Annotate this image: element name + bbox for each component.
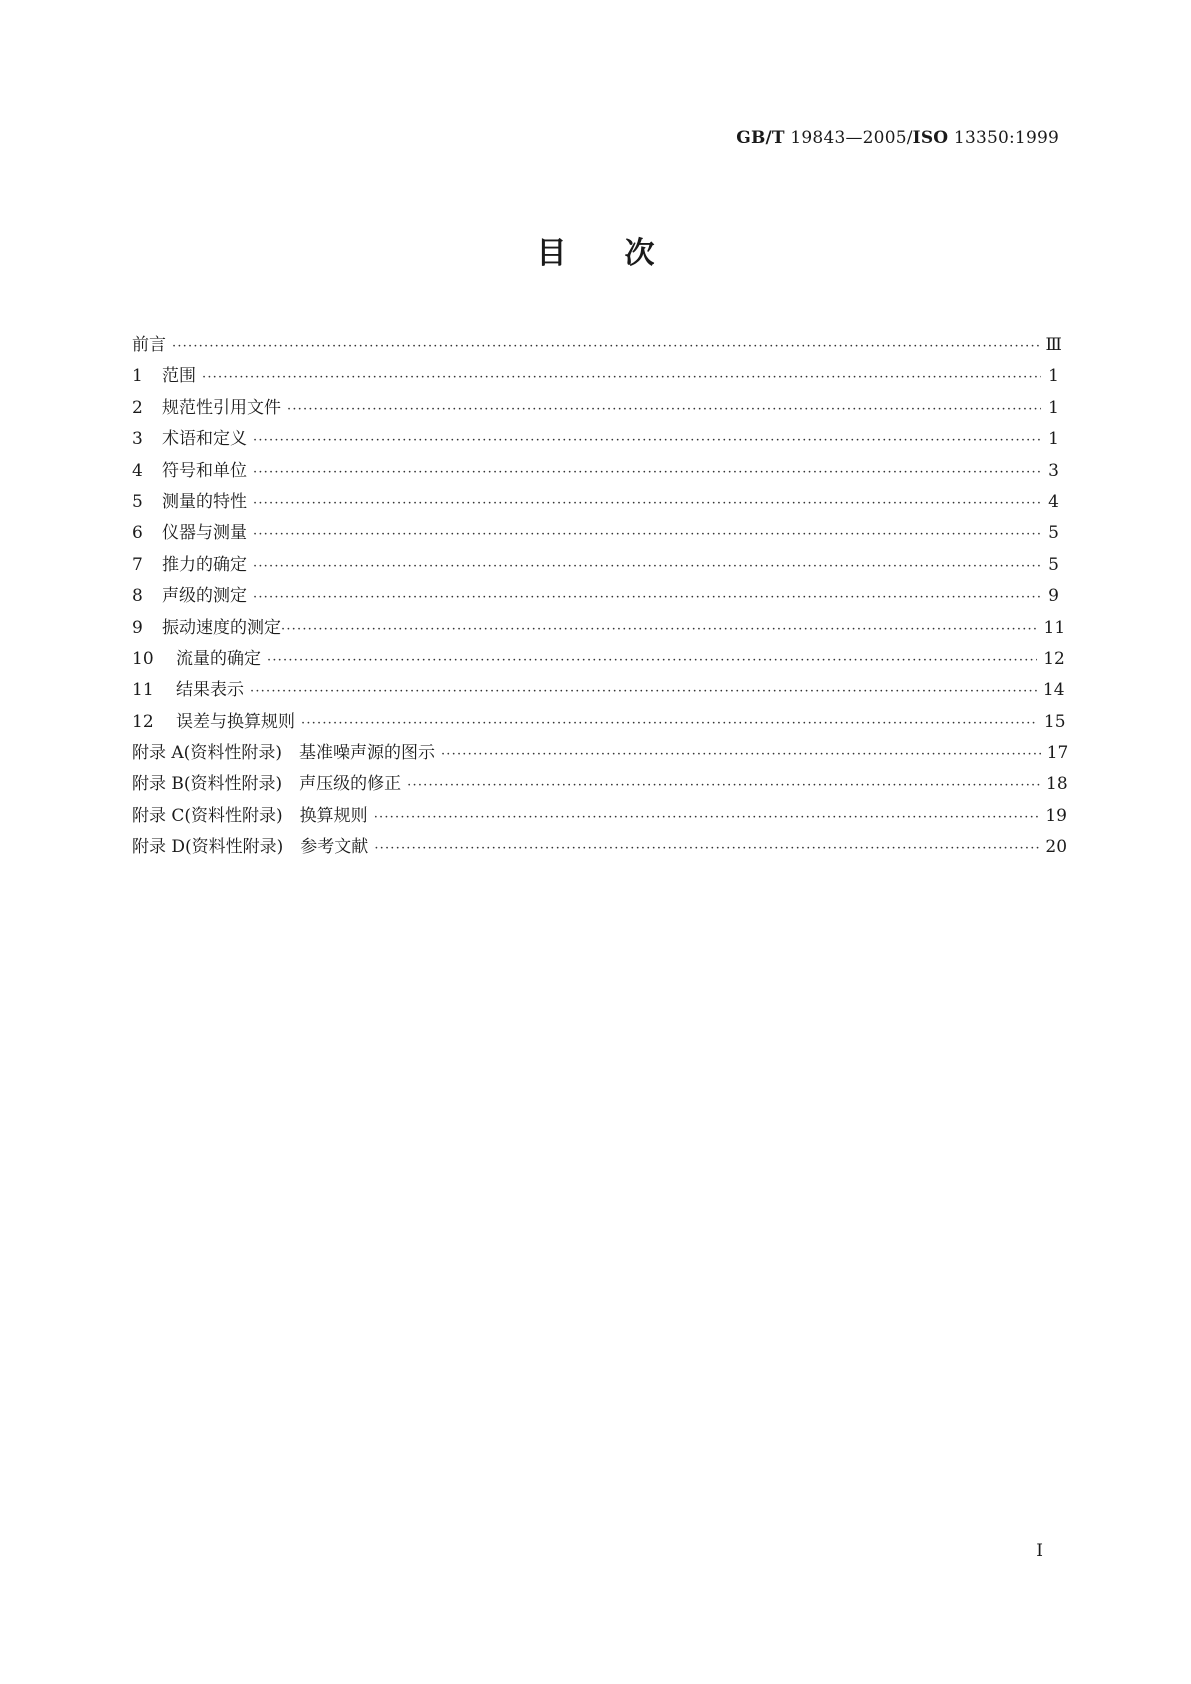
toc-entry-number: 8 — [132, 586, 143, 607]
toc-entry-7[interactable] — [132, 550, 1059, 581]
toc-entry-annex-a[interactable] — [132, 738, 1069, 769]
toc-entry-number: 1 — [132, 366, 143, 387]
table-of-contents — [132, 330, 1069, 864]
toc-entry-page: 1 — [1048, 397, 1059, 418]
toc-entry-text: 范围 — [162, 366, 196, 387]
toc-entry-page: 4 — [1048, 491, 1059, 512]
toc-entry-text: 附录 A(资料性附录) 基准噪声源的图示 — [132, 743, 435, 764]
toc-entry-annex-c[interactable] — [132, 801, 1067, 832]
toc-entry-text: 结果表示 — [176, 680, 244, 701]
toc-leader — [253, 433, 1041, 448]
toc-entry-page: Ⅲ — [1045, 335, 1062, 355]
toc-leader — [267, 653, 1037, 668]
page-number: I — [1036, 1541, 1043, 1561]
toc-entry-8[interactable] — [132, 581, 1059, 612]
toc-leader — [374, 841, 1039, 856]
toc-entry-number: 10 — [132, 648, 154, 669]
toc-leader — [253, 496, 1041, 511]
iso-number: 13350:1999 — [953, 128, 1059, 148]
toc-entry-number: 11 — [132, 680, 154, 701]
toc-entry-number: 4 — [132, 460, 143, 481]
toc-leader — [253, 590, 1041, 605]
iso-prefix: ISO — [912, 128, 949, 148]
toc-entry-text: 振动速度的测定 — [162, 617, 281, 638]
toc-entry-text: 仪器与测量 — [162, 523, 247, 544]
toc-entry-page: 12 — [1043, 648, 1065, 669]
toc-entry-page: 5 — [1048, 554, 1059, 575]
toc-entry-6[interactable] — [132, 518, 1059, 549]
toc-entry-10[interactable] — [132, 644, 1065, 675]
toc-entry-annex-d[interactable] — [132, 832, 1068, 863]
toc-entry-page: 1 — [1048, 366, 1059, 387]
toc-entry-3[interactable] — [132, 424, 1059, 455]
toc-entry-text: 附录 C(资料性附录) 换算规则 — [132, 805, 368, 826]
toc-entry-text: 误差与换算规则 — [176, 711, 295, 732]
toc-entry-page: 9 — [1048, 586, 1059, 607]
toc-leader — [172, 339, 1040, 354]
toc-entry-4[interactable] — [132, 456, 1059, 487]
toc-entry-text: 流量的确定 — [176, 648, 261, 669]
toc-leader — [253, 527, 1041, 542]
toc-entry-page: 11 — [1043, 617, 1066, 638]
toc-entry-number: 12 — [132, 711, 154, 732]
toc-entry-page: 19 — [1045, 805, 1067, 826]
toc-entry-number: 9 — [132, 617, 143, 638]
toc-leader — [287, 402, 1041, 417]
toc-leader — [281, 622, 1038, 637]
toc-leader — [253, 559, 1041, 574]
toc-leader — [374, 810, 1040, 825]
toc-entry-9[interactable] — [132, 613, 1066, 644]
toc-entry-text: 测量的特性 — [162, 491, 247, 512]
toc-entry-11[interactable] — [132, 675, 1065, 706]
std-prefix: GB/T — [736, 128, 785, 148]
toc-entry-page: 20 — [1045, 837, 1068, 858]
toc-entry-page: 15 — [1043, 711, 1066, 732]
toc-entry-text: 附录 B(资料性附录) 声压级的修正 — [132, 774, 402, 795]
toc-entry-text: 声级的测定 — [162, 586, 247, 607]
toc-entry-page: 5 — [1048, 523, 1059, 544]
toc-entry-1[interactable] — [132, 361, 1059, 392]
toc-entry-page: 3 — [1048, 460, 1059, 481]
toc-entry-text: 术语和定义 — [162, 429, 247, 450]
toc-entry-text: 前言 — [132, 335, 166, 355]
toc-entry-page: 18 — [1046, 774, 1068, 795]
toc-leader — [407, 778, 1040, 793]
toc-leader — [301, 716, 1038, 731]
toc-leader — [250, 684, 1037, 699]
toc-entry-number: 2 — [132, 397, 143, 418]
std-number: 19843—2005/ — [790, 128, 913, 148]
toc-entry-number: 7 — [132, 554, 143, 575]
page-title: 目次 — [536, 236, 713, 271]
toc-entry-number: 6 — [132, 523, 143, 544]
toc-leader — [253, 465, 1041, 480]
standard-code — [736, 128, 1059, 148]
toc-entry-annex-b[interactable] — [132, 769, 1068, 800]
toc-entry-text: 符号和单位 — [162, 460, 247, 481]
toc-leader — [202, 370, 1041, 385]
toc-entry-2[interactable] — [132, 393, 1059, 424]
toc-entry-number: 5 — [132, 491, 143, 512]
toc-entry-text: 规范性引用文件 — [162, 397, 281, 418]
toc-entry-page: 1 — [1048, 429, 1059, 450]
toc-entry-page: 17 — [1046, 743, 1069, 764]
toc-entry-12[interactable] — [132, 707, 1066, 738]
toc-entry-text: 附录 D(资料性附录) 参考文献 — [132, 837, 369, 858]
toc-entry-page: 14 — [1042, 680, 1065, 701]
toc-entry-5[interactable] — [132, 487, 1059, 518]
toc-entry-text: 推力的确定 — [162, 554, 247, 575]
toc-entry-number: 3 — [132, 429, 143, 450]
toc-leader — [441, 747, 1041, 762]
toc-entry-foreword[interactable] — [132, 330, 1062, 361]
